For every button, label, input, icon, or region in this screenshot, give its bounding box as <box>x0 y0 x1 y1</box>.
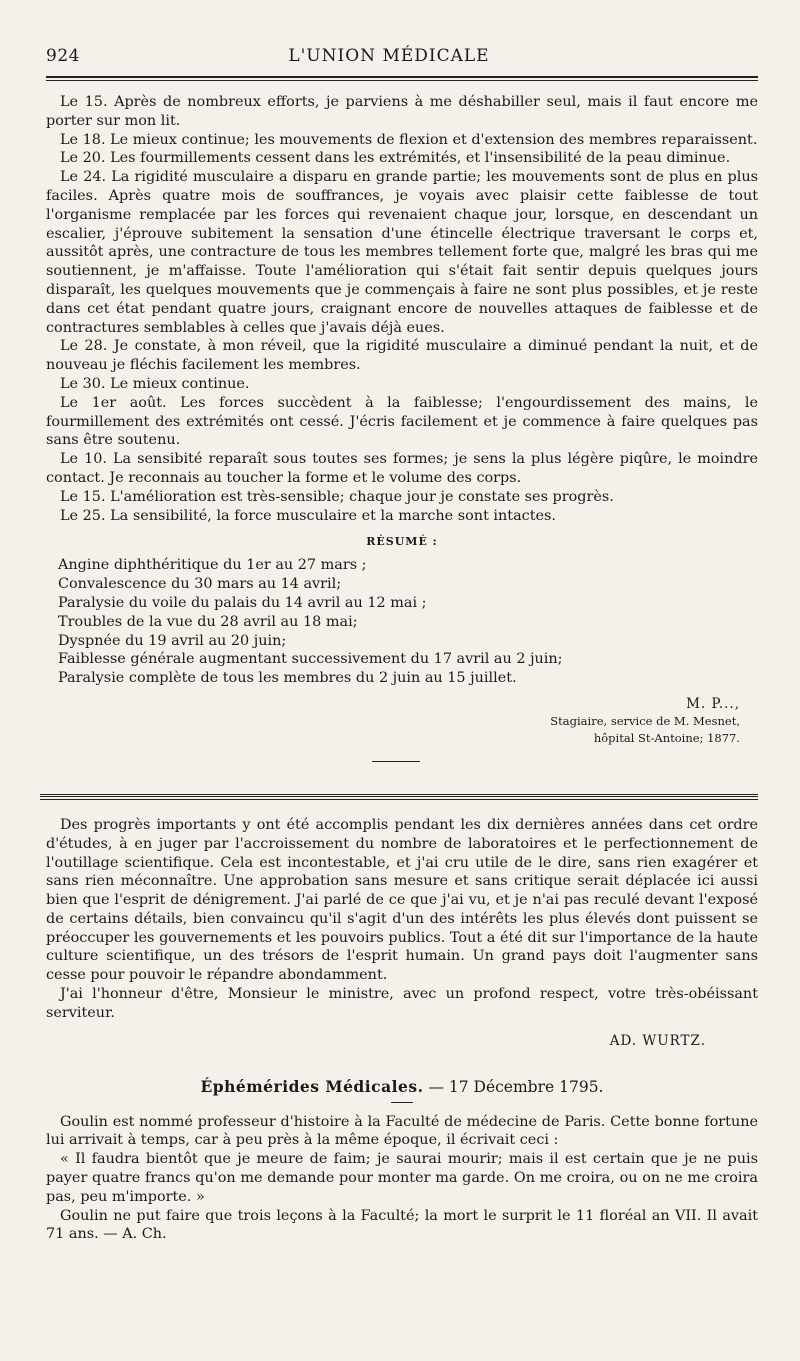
wurtz-closing: J'ai l'honneur d'être, Monsieur le ministre, avec un profond respect, votre très-obéissant serviteur. <box>46 986 758 1021</box>
resume-item: Faiblesse générale augmentant successivement du 17 avril au 2 juin; <box>58 651 563 668</box>
entry-25: Le 25. La sensibilité, la force musculaire et la marche sont intactes. <box>60 507 556 524</box>
entry-30: Le 30. Le mieux continue. <box>60 375 250 392</box>
entry-1-aout: Le 1er août. Les forces succèdent à la faiblesse; l'engourdissement des mains, le fourmillement des extrémités ont cessé. J'écris facilement et je commence à faire quelques pas sans être soutenu. <box>46 394 758 449</box>
journal-title: L'UNION MÉDICALE <box>288 46 490 66</box>
ephemerides-heading: Éphémérides Médicales. <box>200 1076 424 1096</box>
ephemerides-date: — 17 Décembre 1795. <box>428 1077 604 1096</box>
resume-item: Paralysie complète de tous les membres du 2 juin au 15 juillet. <box>58 670 517 687</box>
section-divider <box>40 794 758 800</box>
signature-name: M. P..., <box>686 695 740 712</box>
resume-item: Dyspnée du 19 avril au 20 juin; <box>58 632 287 649</box>
end-rule <box>372 761 420 762</box>
entry-10: Le 10. La sensibité reparaît sous toutes ses formes; je sens la plus légère piqûre, le moindre contact. Je reconnais au toucher la forme et le volume des corps. <box>46 451 758 486</box>
wurtz-report <box>46 816 758 1049</box>
entry-28: Le 28. Je constate, à mon réveil, que la rigidité musculaire a diminué pendant la nuit, et de nouveau je fléchis facilement les membres. <box>46 338 758 374</box>
ephemerides-paragraph: Goulin ne put faire que trois leçons à la Faculté; la mort le surprit le 11 floréal an VII. Il avait 71 ans. — A. Ch. <box>46 1207 758 1243</box>
resume-title: RÉSUMÉ : <box>366 535 438 549</box>
page-number: 924 <box>46 46 80 66</box>
entry-15b: Le 15. L'amélioration est très-sensible; chaque jour je constate ses progrès. <box>60 488 614 505</box>
page-header <box>46 46 758 72</box>
wurtz-signature: AD. WURTZ. <box>609 1032 706 1049</box>
ephemerides-paragraph: Goulin est nommé professeur d'histoire à la Faculté de médecine de Paris. Cette bonne fortune lui arrivait à temps, car à peu près à la même époque, il écrivait ceci : <box>46 1113 758 1149</box>
entry-18: Le 18. Le mieux continue; les mouvements de flexion et d'extension des membres reparaissent. <box>60 131 758 148</box>
author-signature <box>46 696 758 747</box>
journal-entries <box>46 93 758 525</box>
resume-item: Paralysie du voile du palais du 14 avril au 12 mai ; <box>58 594 427 611</box>
ephemerides-rule <box>391 1102 413 1103</box>
resume-item: Angine diphthéritique du 1er au 27 mars ; <box>58 557 367 574</box>
header-rule <box>46 76 758 81</box>
entry-20: Le 20. Les fourmillements cessent dans les extrémités, et l'insensibilité de la peau diminue. <box>60 150 731 167</box>
signature-line-2: hôpital St-Antoine; 1877. <box>593 730 740 745</box>
ephemerides-body <box>46 1113 758 1245</box>
signature-line-1: Stagiaire, service de M. Mesnet, <box>550 713 740 728</box>
entry-24: Le 24. La rigidité musculaire a disparu en grande partie; les mouvements sont de plus en plus faciles. Après quatre mois de souffrances, je voyais avec plaisir cette faiblesse de tout l'organisme remplacée par les forces qui revenaient chaque jour, lorsque, en descendant un escalier, j'éprouve subitement la sensation d'une étincelle électrique traversant le corps et, aussitôt après, une contracture de tous les membres tellement forte que, malgré les bras qui me soutiennent, je m'affaisse. Toute l'amélioration qui s'était fait sentir depuis quelques jours disparaît, les quelques mouvements que je commençais à faire ne sont plus possibles, et je reste dans cet état pendant quatre jours, craignant encore de nouvelles attaques de faiblesse et de contractures semblables à celles que j'avais déjà eues. <box>46 169 758 336</box>
ephemerides-quote: « Il faudra bientôt que je meure de faim; je saurai mourir; mais il est certain que je ne puis payer quatre francs qu'on me demande pour monter ma garde. On me croira, ou on ne me croira pas, peu m'importe. » <box>46 1151 758 1205</box>
ephemerides-title <box>46 1077 758 1096</box>
resume-item: Convalescence du 30 mars au 14 avril; <box>58 576 342 593</box>
resume-list <box>58 556 758 688</box>
entry-15: Le 15. Après de nombreux efforts, je parviens à me déshabiller seul, mais il faut encore me porter sur mon lit. <box>46 94 758 129</box>
resume-item: Troubles de la vue du 28 avril au 18 mai; <box>58 613 358 630</box>
wurtz-paragraph: Des progrès importants y ont été accomplis pendant les dix dernières années dans cet ordre d'études, à en juger par l'accroissement du nombre de laboratoires et le perfectionnement de l'outillage scientifique. Cela est incontestable, et j'ai cru utile de le dire, sans rien exagérer et sans rien méconnaître. Une approbation sans mesure et sans critique serait déplacée ici aussi bien que l'esprit de dénigrement. J'ai parlé de ce que j'ai vu, et je n'ai pas reculé devant l'exposé de certains détails, bien convaincu qu'il s'agit d'un des intérêts les plus élevés dont puissent se préoccuper les gouvernements et les pouvoirs publics. Tout a été dit sur l'importance de la haute culture scientifique, un des trésors de l'esprit humain. Un grand pays doit l'augmenter sans cesse pour pouvoir le répandre abondamment. <box>46 816 758 984</box>
